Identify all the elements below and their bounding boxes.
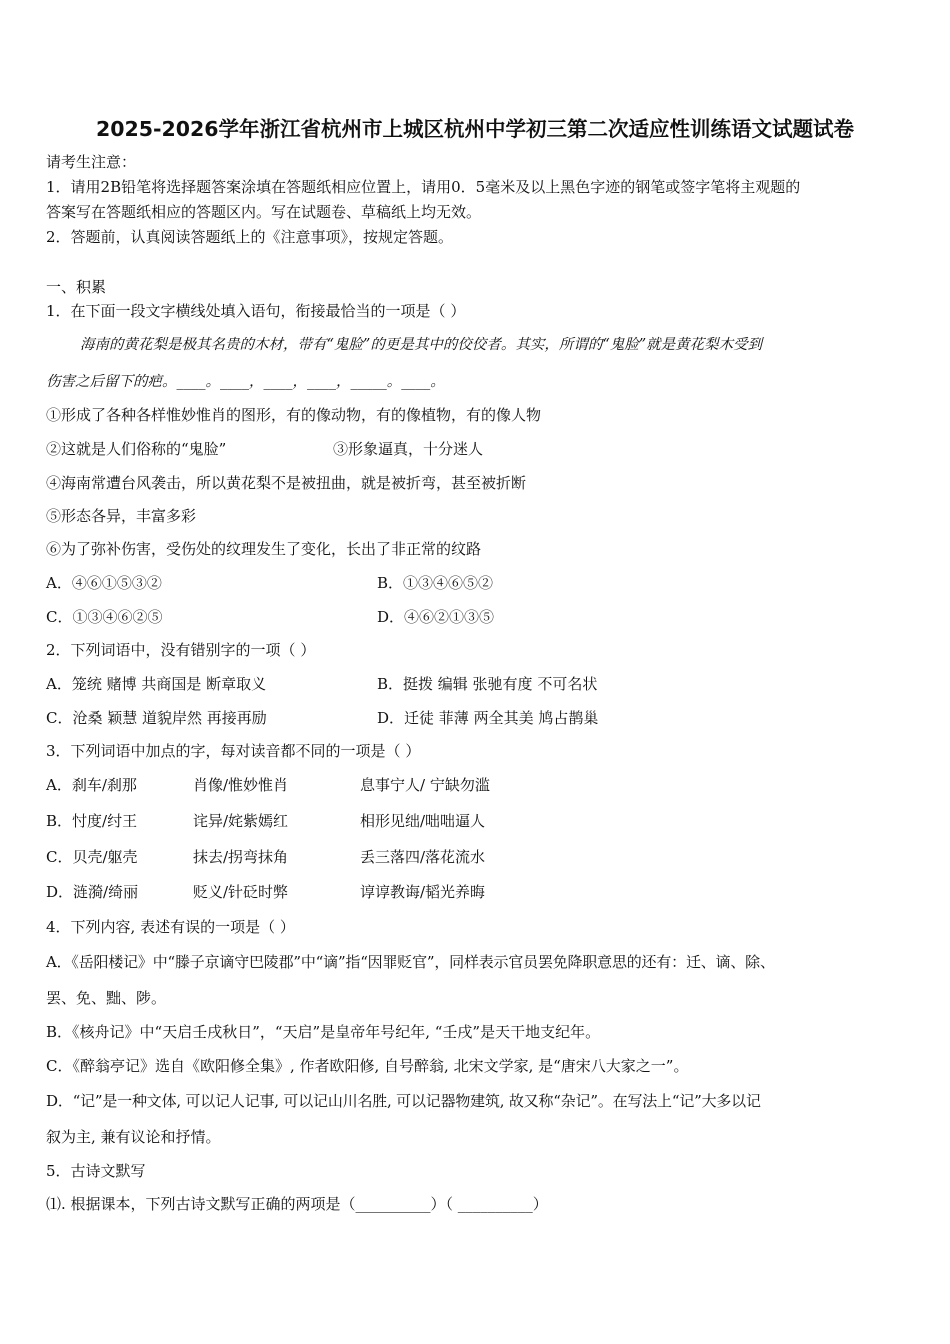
notice-heading: 请考生注意： bbox=[46, 153, 137, 171]
q1-option-d: D．④⑥②①③⑤ bbox=[377, 608, 495, 626]
q4-option-a-2: 罢、免、黜、陟。 bbox=[46, 989, 167, 1007]
q2-option-a: A．笼统 赌博 共商国是 断章取义 bbox=[46, 675, 267, 693]
q5-sub-1: ⑴. 根据课本，下列古诗文默写正确的两项是（__________）（ __________） bbox=[46, 1195, 548, 1213]
q1-passage-1: 海南的黄花梨是极其名贵的木材，带有“鬼脸”的更是其中的佼佼者。其实，所谓的“鬼脸”就是黄花梨木受到 bbox=[80, 337, 763, 353]
q2-stem: 2．下列词语中，没有错别字的一项（ ） bbox=[46, 641, 316, 659]
q1-sentence-4: ④海南常遭台风袭击，所以黄花梨不是被扭曲，就是被折弯，甚至被折断 bbox=[46, 474, 527, 492]
q3-b-2: 诧异/姹紫嫣红 bbox=[193, 812, 289, 830]
page-title: 2025-2026学年浙江省杭州市上城区杭州中学初三第二次适应性训练语文试题试卷 bbox=[95, 117, 855, 141]
q3-b-3: 相形见绌/咄咄逼人 bbox=[360, 812, 486, 830]
q3-a-1: A．刹车/刹那 bbox=[46, 776, 137, 794]
q4-stem: 4．下列内容, 表述有误的一项是（ ） bbox=[46, 918, 295, 936]
q4-option-b: B．《核舟记》中“天启壬戌秋日”，“天启”是皇帝年号纪年, “壬戌”是天干地支纪年。 bbox=[46, 1023, 601, 1041]
q1-stem: 1．在下面一段文字横线处填入语句，衔接最恰当的一项是（ ） bbox=[46, 302, 466, 320]
q4-option-c: C．《醉翁亭记》选自《欧阳修全集》, 作者欧阳修, 自号醉翁, 北宋文学家, 是“唐宋八大家之一”。 bbox=[46, 1057, 689, 1075]
notice-item-2: 2．答题前，认真阅读答题纸上的《注意事项》，按规定答题。 bbox=[46, 228, 454, 246]
q4-option-a-1: A．《岳阳楼记》中“滕子京谪守巴陵郡”中“谪”指“因罪贬官”，同样表示官员罢免降职意思的还有：迁、谪、除、 bbox=[46, 953, 775, 971]
q2-option-b: B．挺拨 编辑 张驰有度 不可名状 bbox=[377, 675, 598, 693]
q4-option-d-2: 叙为主, 兼有议论和抒情。 bbox=[46, 1128, 221, 1146]
q3-c-3: 丢三落四/落花流水 bbox=[360, 848, 486, 866]
q1-option-a: A．④⑥①⑤③② bbox=[46, 574, 162, 592]
q1-sentence-1: ①形成了各种各样惟妙惟肖的图形，有的像动物，有的像植物，有的像人物 bbox=[46, 406, 542, 424]
q3-d-1: D．涟漪/绮丽 bbox=[46, 883, 139, 901]
q3-c-2: 抹去/拐弯抹角 bbox=[193, 848, 289, 866]
q1-sentence-6: ⑥为了弥补伤害，受伤处的纹理发生了变化，长出了非正常的纹路 bbox=[46, 540, 482, 558]
q3-a-3: 息事宁人/ 宁缺勿滥 bbox=[360, 776, 490, 794]
q1-sentence-3: ③形象逼真，十分迷人 bbox=[333, 440, 484, 458]
q3-b-1: B．忖度/纣王 bbox=[46, 812, 138, 830]
q1-option-c: C．①③④⑥②⑤ bbox=[46, 608, 163, 626]
notice-item-1b: 答案写在答题纸相应的答题区内。写在试题卷、草稿纸上均无效。 bbox=[46, 203, 482, 221]
section-heading: 一、积累 bbox=[46, 278, 107, 296]
q3-c-1: C．贝壳/躯壳 bbox=[46, 848, 138, 866]
q1-option-b: B．①③④⑥⑤② bbox=[377, 574, 494, 592]
q2-option-d: D．迁徒 菲薄 两全其美 鸠占鹊巢 bbox=[377, 709, 599, 727]
q5-stem: 5．古诗文默写 bbox=[46, 1162, 146, 1180]
q3-d-3: 谆谆教诲/韬光养晦 bbox=[360, 883, 486, 901]
q1-sentence-2: ②这就是人们俗称的“鬼脸” bbox=[46, 440, 227, 458]
q3-a-2: 肖像/惟妙惟肖 bbox=[193, 776, 289, 794]
q4-option-d-1: D．“记”是一种文体, 可以记人记事, 可以记山川名胜, 可以记器物建筑, 故又称“杂记”。在写法上“记”大多以记 bbox=[46, 1092, 761, 1110]
q1-sentence-5: ⑤形态各异，丰富多彩 bbox=[46, 507, 197, 525]
q3-stem: 3．下列词语中加点的字，每对读音都不同的一项是（ ） bbox=[46, 742, 421, 760]
q3-d-2: 贬义/针砭时弊 bbox=[193, 883, 289, 901]
notice-item-1a: 1．请用2B铅笔将选择题答案涂填在答题纸相应位置上，请用0．5毫米及以上黑色字迹的钢笔或签字笔将主观题的 bbox=[46, 178, 801, 196]
q1-passage-2: 伤害之后留下的疤。____。____，____，____，_____。____。 bbox=[46, 374, 445, 390]
q2-option-c: C．沧桑 颖慧 道貌岸然 再接再励 bbox=[46, 709, 267, 727]
